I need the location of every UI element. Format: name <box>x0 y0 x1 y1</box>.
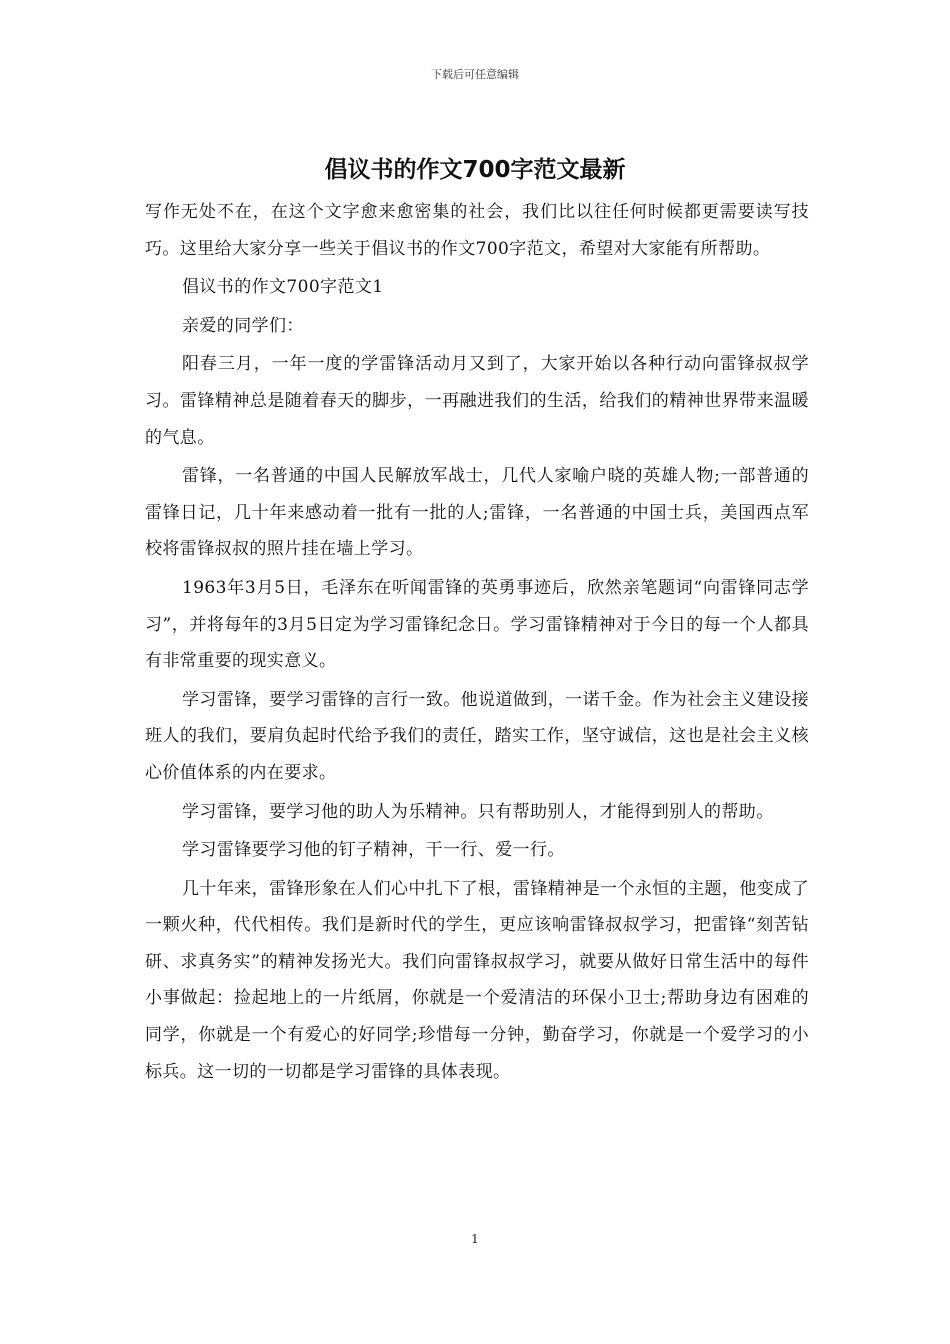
paragraph: 几十年来，雷锋形象在人们心中扎下了根，雷锋精神是一个永恒的主题，他变成了一颗火种，代代相传。我们是新时代的学生，更应该响雷锋叔叔学习，把雷锋“刻苦钻研、求真务实”的精神发扬光大。我们向雷锋叔叔学习，就要从做好日常生活中的每件小事做起：捡起地上的一片纸屑，你就是一个爱清洁的环保小卫士;帮助身边有困难的同学，你就是一个有爱心的好同学;珍惜每一分钟，勤奋学习，你就是一个爱学习的小标兵。这一切的一切都是学习雷锋的具体表现。 <box>145 878 809 1082</box>
document-body <box>145 194 809 1092</box>
document-title: 倡议书的作文700字范文最新 <box>324 157 626 183</box>
paragraph: 学习雷锋，要学习雷锋的言行一致。他说道做到，一诺千金。作为社会主义建设接班人的我们，要肩负起时代给予我们的责任，踏实工作，坚守诚信，这也是社会主义核心价值体系的内在要求。 <box>145 689 809 783</box>
paragraph-intro: 写作无处不在，在这个文字愈来愈密集的社会，我们比以往任何时候都更需要读写技巧。这里给大家分享一些关于倡议书的作文700字范文，希望对大家能有所帮助。 <box>145 202 809 259</box>
paragraph: 雷锋，一名普通的中国人民解放军战士，几代人家喻户晓的英雄人物;一部普通的雷锋日记，几十年来感动着一批有一批的人;雷锋，一名普通的中国士兵，美国西点军校将雷锋叔叔的照片挂在墙上学习。 <box>145 466 809 560</box>
paragraph: 学习雷锋要学习他的钉子精神，干一行、爱一行。 <box>182 840 565 861</box>
paragraph: 1963年3月5日，毛泽东在听闻雷锋的英勇事迹后，欣然亲笔题词“向雷锋同志学习”，并将每年的3月5日定为学习雷锋纪念日。学习雷锋精神对于今日的每一个人都具有非常重要的现实意义。 <box>145 577 809 672</box>
paragraph-salutation: 亲爱的同学们： <box>182 315 304 336</box>
paragraph-section-heading: 倡议书的作文700字范文1 <box>182 277 384 298</box>
paragraph: 学习雷锋，要学习他的助人为乐精神。只有帮助别人，才能得到别人的帮助。 <box>182 801 774 822</box>
paragraph: 阳春三月，一年一度的学雷锋活动月又到了，大家开始以各种行动向雷锋叔叔学习。雷锋精神总是随着春天的脚步，一再融进我们的生活，给我们的精神世界带来温暖的气息。 <box>145 354 809 448</box>
page-number: 1 <box>471 1232 479 1246</box>
header-note: 下载后可任意编辑 <box>431 68 519 81</box>
